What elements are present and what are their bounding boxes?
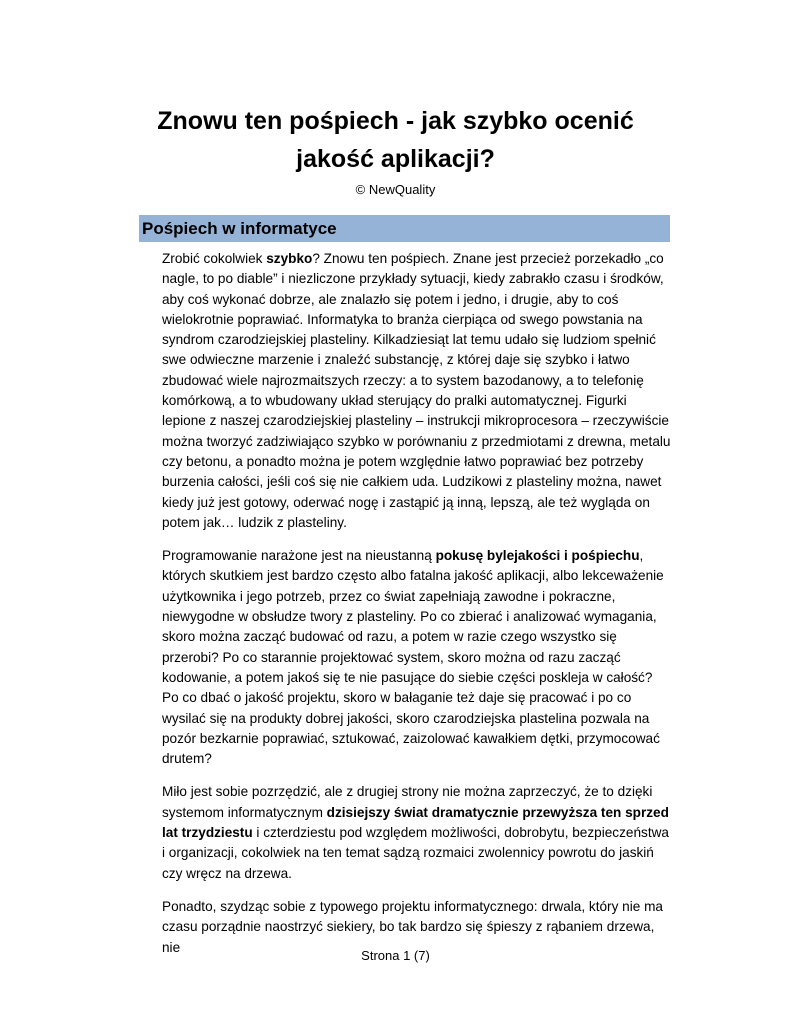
paragraph-3: Miło jest sobie pozrzędzić, ale z drugiej strony nie można zaprzeczyć, że to dzięki systemom informatycznym dzisiejszy świat dramatycznie przewyższa ten sprzed lat trzydziestu i czterdziestu pod względem możliwości, dobrobytu, bezpieczeństwa i organizacji, cokolwiek na ten temat sądzą rozmaici zwolennicy powrotu do jaskiń czy wręcz na drzewa. — [162, 784, 669, 881]
bold-text: szybko — [266, 251, 313, 266]
copyright-notice: © NewQuality — [355, 182, 436, 197]
bold-text: dzisiejszy świat dramatycznie przewyższa ten sprzed lat trzydziestu — [162, 804, 669, 841]
paragraph-2: Programowanie narażone jest na nieustanną pokusę bylejakości i pośpiechu, których skutkiem jest bardzo często albo fatalna jakość aplikacji, albo lekceważenie użytkownika i jego potrzeb, przez co świat zapełniają zawodne i pokraczne, niewygodne w obsłudze twory z plasteliny. Po co zbierać i analizować wymagania, skoro można zacząć budować od razu, a potem w razie czego wszystko się przerobi? Po co starannie projektować system, skoro można od razu zacząć kodowanie, a potem jakoś się te nie pasujące do siebie części poskleja w całość? Po co dbać o jakość projektu, skoro w bałaganie też daje się pracować i po co wysilać się na produkty dobrej jakości, skoro czarodziejska plastelina pozwala na pozór bezkarnie poprawiać, sztukować, zaizolować kawałkiem dętki, przymocować drutem? — [162, 548, 664, 767]
section-heading: Pośpiech w informatyce — [139, 215, 670, 242]
document-body — [162, 249, 672, 971]
document-title — [0, 102, 791, 178]
title-line-2: jakość aplikacji? — [296, 145, 495, 173]
bold-text: pokusę bylejakości i pośpiechu — [435, 548, 640, 564]
title-line-1: Znowu ten pośpiech - jak szybko ocenić — [157, 107, 634, 135]
paragraph-4: Ponadto, szydząc sobie z typowego projektu informatycznego: drwala, który nie ma czasu porządnie naostrzyć siekiery, bo tak bardzo się śpieszy z rąbaniem drzewa, nie — [162, 898, 663, 955]
paragraph-1: Zrobić cokolwiek szybko? Znowu ten pośpiech. Znane jest przecież porzekadło „co nagle, to po diable” i niezliczone przykłady sytuacji, kiedy zabrakło czasu i środków, aby coś wykonać dobrze, ale znalazło się potem i jedno, i drugie, aby to coś wielokrotnie poprawiać. Informatyka to branża cierpiąca od swego powstania na syndrom czarodziejskiej plasteliny. Kilkadziesiąt lat temu udało się ludziom spełnić swe odwieczne marzenie i znaleźć substancję, z której daje się szybko i łatwo zbudować wiele najrozmaitszych rzeczy: a to system bazodanowy, a to telefonię komórkową, a to wbudowany układ sterujący do pralki automatycznej. Figurki lepione z naszej czarodziejskiej plasteliny – instrukcji mikroprocesora – rzeczywiście można tworzyć zadziwiająco szybko w porównaniu z przedmiotami z drewna, metalu czy betonu, a ponadto można je potem względnie łatwo poprawiać bez potrzeby burzenia całości, jeśli coś się nie całkiem uda. Ludzikowi z plasteliny można, nawet kiedy już jest gotowy, oderwać nogę i zastąpić ją inną, lepszą, ale też wygląda on potem jak… ludzik z plasteliny. — [162, 251, 671, 530]
page-number: Strona 1 (7) — [361, 948, 430, 963]
